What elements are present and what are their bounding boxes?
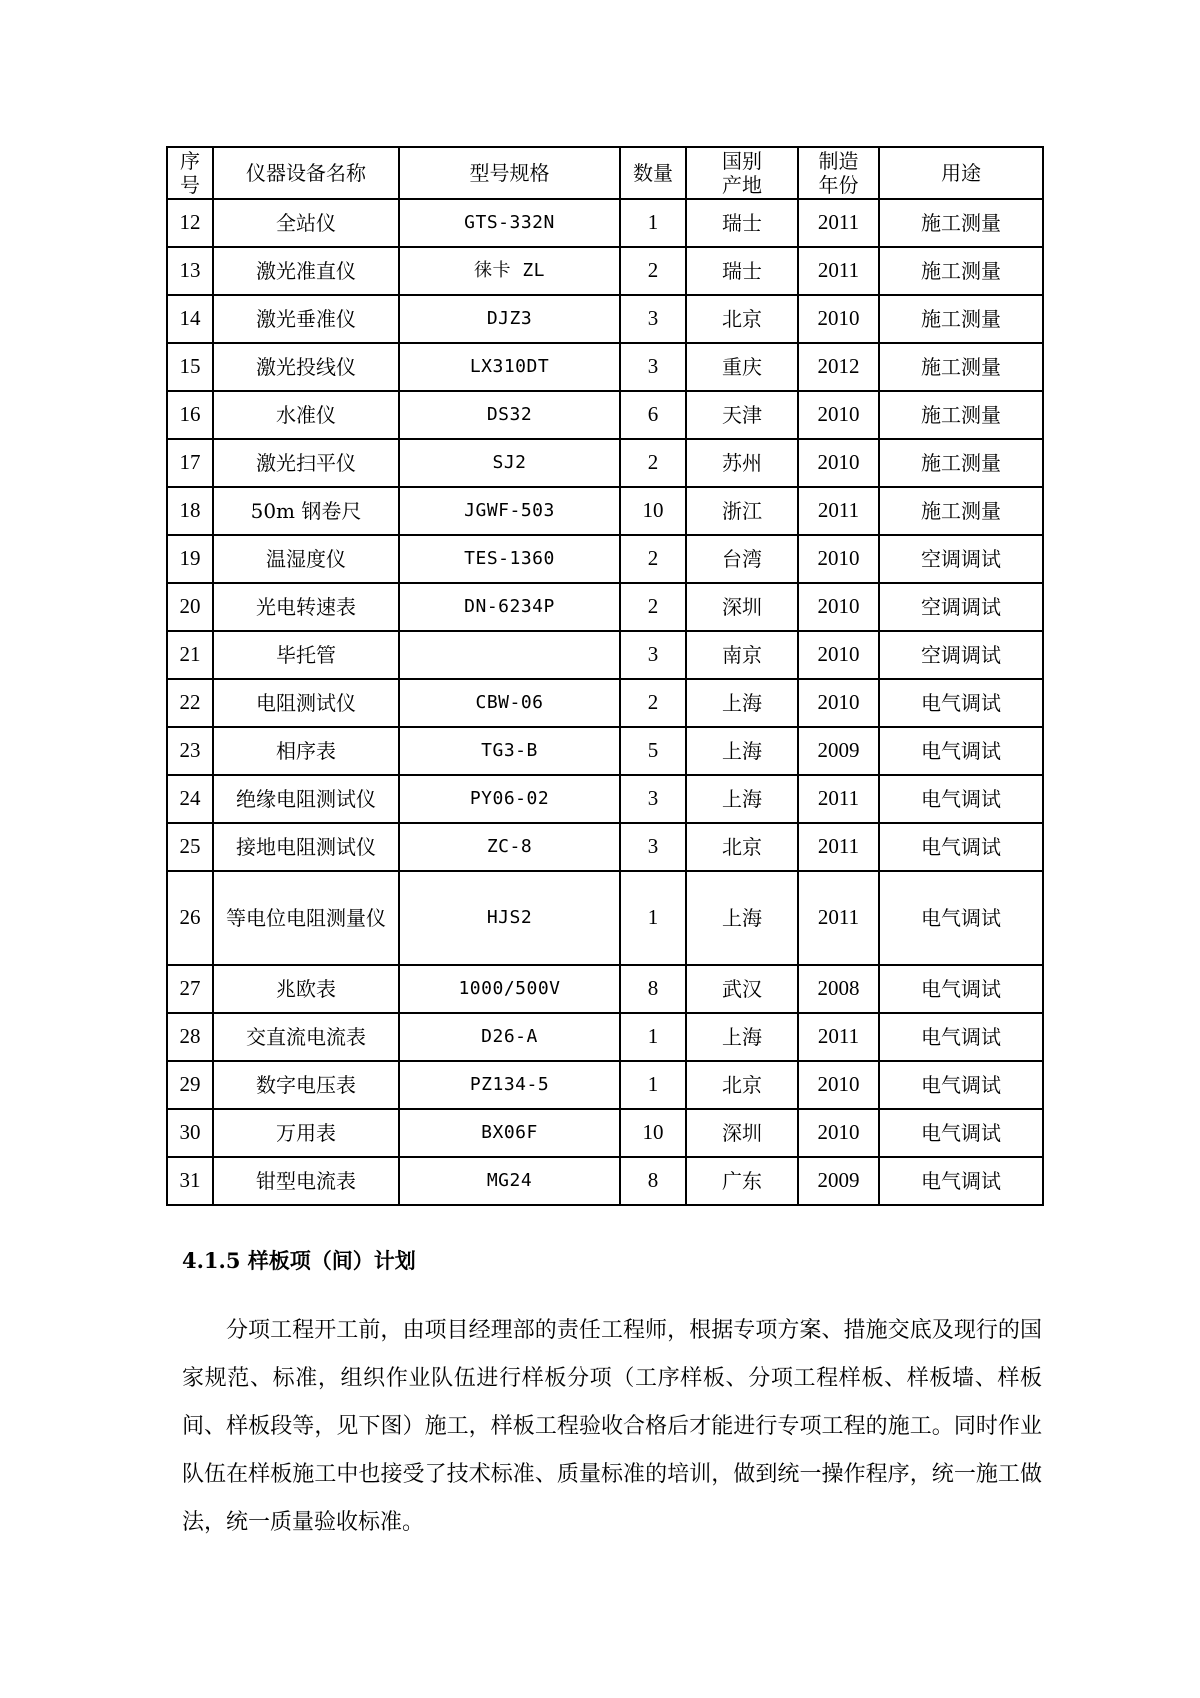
cell-qty: 3: [620, 343, 686, 391]
cell-year: 2010: [798, 391, 879, 439]
cell-qty: 8: [620, 965, 686, 1013]
cell-origin: 南京: [686, 631, 798, 679]
cell-qty: 1: [620, 1013, 686, 1061]
cell-model: DJZ3: [399, 295, 620, 343]
cell-year: 2010: [798, 535, 879, 583]
cell-origin: 瑞士: [686, 199, 798, 247]
cell-seq: 29: [167, 1061, 213, 1109]
cell-origin: 瑞士: [686, 247, 798, 295]
cell-use: 电气调试: [879, 1157, 1043, 1205]
cell-model: SJ2: [399, 439, 620, 487]
cell-qty: 8: [620, 1157, 686, 1205]
cell-use: 空调调试: [879, 583, 1043, 631]
cell-use: 施工测量: [879, 199, 1043, 247]
header-name: 仪器设备名称: [213, 147, 399, 199]
cell-model: ZC-8: [399, 823, 620, 871]
cell-name: 全站仪: [213, 199, 399, 247]
cell-seq: 28: [167, 1013, 213, 1061]
cell-seq: 15: [167, 343, 213, 391]
cell-model: DS32: [399, 391, 620, 439]
cell-qty: 2: [620, 247, 686, 295]
cell-year: 2011: [798, 871, 879, 965]
cell-name: 50m 钢卷尺: [213, 487, 399, 535]
cell-name: 激光垂准仪: [213, 295, 399, 343]
cell-year: 2010: [798, 583, 879, 631]
cell-year: 2010: [798, 439, 879, 487]
table-row: [167, 727, 1043, 775]
cell-qty: 2: [620, 583, 686, 631]
section-body: 分项工程开工前，由项目经理部的责任工程师，根据专项方案、措施交底及现行的国家规范、标准，组织作业队伍进行样板分项（工序样板、分项工程样板、样板墙、样板间、样板段等，见下图）施工，样板工程验收合格后才能进行专项工程的施工。同时作业队伍在样板施工中也接受了技术标准、质量标准的培训，做到统一操作程序，统一施工做法，统一质量验收标准。: [182, 1318, 1042, 1535]
cell-seq: 20: [167, 583, 213, 631]
cell-name: 交直流电流表: [213, 1013, 399, 1061]
header-qty: 数量: [620, 147, 686, 199]
cell-qty: 1: [620, 199, 686, 247]
cell-seq: 14: [167, 295, 213, 343]
cell-use: 施工测量: [879, 487, 1043, 535]
table-row: [167, 823, 1043, 871]
cell-model: GTS-332N: [399, 199, 620, 247]
table-row: [167, 679, 1043, 727]
cell-use: 空调调试: [879, 631, 1043, 679]
cell-seq: 24: [167, 775, 213, 823]
cell-name: 水准仪: [213, 391, 399, 439]
cell-year: 2011: [798, 823, 879, 871]
cell-name: 钳型电流表: [213, 1157, 399, 1205]
cell-qty: 2: [620, 439, 686, 487]
cell-year: 2011: [798, 1013, 879, 1061]
table-row: [167, 535, 1043, 583]
cell-model: TES-1360: [399, 535, 620, 583]
table-row: [167, 1061, 1043, 1109]
table-row: [167, 965, 1043, 1013]
table-header-row: [167, 147, 1043, 199]
cell-qty: 10: [620, 1109, 686, 1157]
header-origin: 国别 产地: [686, 147, 798, 199]
cell-year: 2011: [798, 199, 879, 247]
table-body: [167, 199, 1043, 1205]
cell-model: HJS2: [399, 871, 620, 965]
cell-use: 施工测量: [879, 247, 1043, 295]
cell-year: 2010: [798, 631, 879, 679]
cell-use: 施工测量: [879, 439, 1043, 487]
cell-name: 激光准直仪: [213, 247, 399, 295]
cell-seq: 26: [167, 871, 213, 965]
cell-origin: 深圳: [686, 1109, 798, 1157]
cell-model: D26-A: [399, 1013, 620, 1061]
cell-year: 2011: [798, 775, 879, 823]
cell-origin: 北京: [686, 1061, 798, 1109]
cell-model: BX06F: [399, 1109, 620, 1157]
cell-year: 2009: [798, 727, 879, 775]
table-row: [167, 1157, 1043, 1205]
table-row: [167, 487, 1043, 535]
cell-name: 光电转速表: [213, 583, 399, 631]
cell-seq: 27: [167, 965, 213, 1013]
cell-model: DN-6234P: [399, 583, 620, 631]
cell-seq: 12: [167, 199, 213, 247]
cell-origin: 苏州: [686, 439, 798, 487]
cell-qty: 6: [620, 391, 686, 439]
cell-qty: 1: [620, 1061, 686, 1109]
cell-qty: 3: [620, 775, 686, 823]
cell-qty: 5: [620, 727, 686, 775]
cell-name: 万用表: [213, 1109, 399, 1157]
table-row: [167, 1109, 1043, 1157]
cell-model: PY06-02: [399, 775, 620, 823]
header-use: 用途: [879, 147, 1043, 199]
cell-name: 相序表: [213, 727, 399, 775]
cell-seq: 22: [167, 679, 213, 727]
cell-name: 数字电压表: [213, 1061, 399, 1109]
section-heading: 4.1.5 样板项（间）计划: [182, 1248, 416, 1273]
cell-name: 电阻测试仪: [213, 679, 399, 727]
cell-year: 2011: [798, 487, 879, 535]
cell-model: [399, 631, 620, 679]
cell-qty: 10: [620, 487, 686, 535]
cell-origin: 天津: [686, 391, 798, 439]
cell-use: 电气调试: [879, 1061, 1043, 1109]
table-row: [167, 583, 1043, 631]
cell-seq: 17: [167, 439, 213, 487]
cell-name: 激光扫平仪: [213, 439, 399, 487]
cell-seq: 19: [167, 535, 213, 583]
cell-model: LX310DT: [399, 343, 620, 391]
cell-model: JGWF-503: [399, 487, 620, 535]
cell-year: 2009: [798, 1157, 879, 1205]
cell-use: 电气调试: [879, 727, 1043, 775]
cell-model: 徕卡 ZL: [399, 247, 620, 295]
cell-use: 电气调试: [879, 823, 1043, 871]
cell-year: 2010: [798, 679, 879, 727]
cell-use: 施工测量: [879, 391, 1043, 439]
cell-origin: 浙江: [686, 487, 798, 535]
equipment-table: [166, 146, 1044, 1206]
cell-seq: 30: [167, 1109, 213, 1157]
cell-seq: 31: [167, 1157, 213, 1205]
cell-model: CBW-06: [399, 679, 620, 727]
cell-use: 空调调试: [879, 535, 1043, 583]
table-row: [167, 775, 1043, 823]
cell-year: 2008: [798, 965, 879, 1013]
cell-use: 施工测量: [879, 343, 1043, 391]
cell-origin: 武汉: [686, 965, 798, 1013]
cell-use: 电气调试: [879, 1109, 1043, 1157]
cell-year: 2011: [798, 247, 879, 295]
cell-origin: 上海: [686, 775, 798, 823]
cell-qty: 3: [620, 631, 686, 679]
cell-name: 接地电阻测试仪: [213, 823, 399, 871]
cell-model: TG3-B: [399, 727, 620, 775]
cell-seq: 21: [167, 631, 213, 679]
cell-use: 电气调试: [879, 965, 1043, 1013]
cell-year: 2010: [798, 1109, 879, 1157]
cell-origin: 深圳: [686, 583, 798, 631]
cell-name: 绝缘电阻测试仪: [213, 775, 399, 823]
cell-origin: 重庆: [686, 343, 798, 391]
header-year: 制造 年份: [798, 147, 879, 199]
cell-model: MG24: [399, 1157, 620, 1205]
header-seq: 序 号: [167, 147, 213, 199]
table-row: [167, 871, 1043, 965]
cell-qty: 1: [620, 871, 686, 965]
cell-seq: 25: [167, 823, 213, 871]
table-row: [167, 343, 1043, 391]
cell-seq: 13: [167, 247, 213, 295]
cell-name: 温湿度仪: [213, 535, 399, 583]
table-row: [167, 199, 1043, 247]
cell-name: 激光投线仪: [213, 343, 399, 391]
cell-origin: 北京: [686, 295, 798, 343]
cell-seq: 23: [167, 727, 213, 775]
cell-year: 2010: [798, 295, 879, 343]
cell-name: 兆欧表: [213, 965, 399, 1013]
cell-origin: 上海: [686, 727, 798, 775]
cell-seq: 18: [167, 487, 213, 535]
table-row: [167, 631, 1043, 679]
table-row: [167, 247, 1043, 295]
cell-use: 电气调试: [879, 871, 1043, 965]
cell-name: 等电位电阻测量仪: [213, 871, 399, 965]
table-row: [167, 1013, 1043, 1061]
cell-year: 2010: [798, 1061, 879, 1109]
cell-seq: 16: [167, 391, 213, 439]
table-row: [167, 391, 1043, 439]
cell-origin: 上海: [686, 679, 798, 727]
cell-model: 1000/500V: [399, 965, 620, 1013]
header-model: 型号规格: [399, 147, 620, 199]
cell-qty: 3: [620, 295, 686, 343]
cell-qty: 3: [620, 823, 686, 871]
cell-origin: 上海: [686, 1013, 798, 1061]
cell-use: 施工测量: [879, 295, 1043, 343]
cell-use: 电气调试: [879, 679, 1043, 727]
cell-origin: 广东: [686, 1157, 798, 1205]
cell-model: PZ134-5: [399, 1061, 620, 1109]
cell-use: 电气调试: [879, 1013, 1043, 1061]
cell-qty: 2: [620, 679, 686, 727]
cell-origin: 北京: [686, 823, 798, 871]
cell-origin: 上海: [686, 871, 798, 965]
cell-name: 毕托管: [213, 631, 399, 679]
cell-use: 电气调试: [879, 775, 1043, 823]
cell-year: 2012: [798, 343, 879, 391]
table-row: [167, 439, 1043, 487]
table-row: [167, 295, 1043, 343]
cell-origin: 台湾: [686, 535, 798, 583]
cell-qty: 2: [620, 535, 686, 583]
